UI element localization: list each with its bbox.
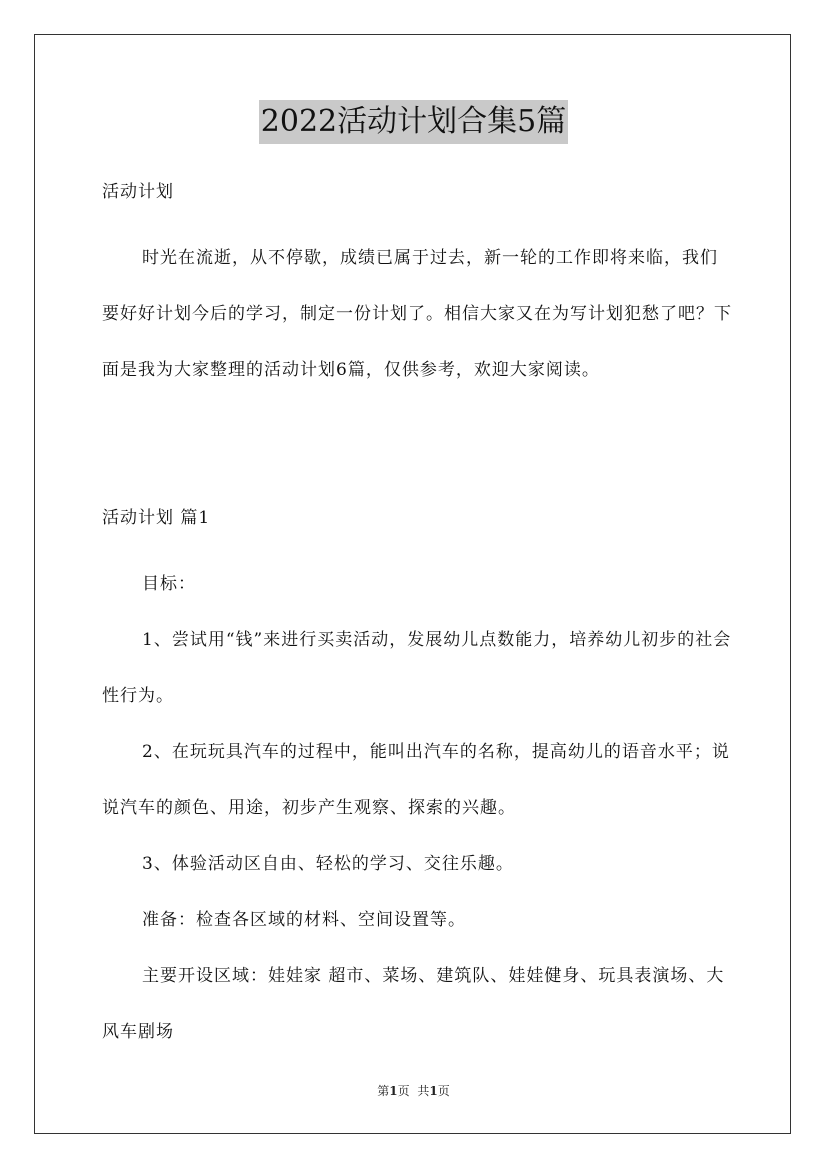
section-1-paragraph: 2、在玩玩具汽车的过程中，能叫出汽车的名称，提高幼儿的语音水平；说说汽车的颜色、用途，初步产生观察、探索的兴趣。 (102, 742, 730, 818)
intro-section (102, 180, 732, 398)
section-1-paragraph: 准备：检查各区域的材料、空间设置等。 (142, 910, 466, 930)
intro-paragraph: 时光在流逝，从不停歇，成绩已属于过去，新一轮的工作即将来临，我们要好好计划今后的学习，制定一份计划了。相信大家又在为写计划犯愁了吧？下面是我为大家整理的活动计划6篇，仅供参考，欢迎大家阅读。 (102, 248, 732, 380)
page-label-prefix: 第 (377, 1084, 390, 1098)
section-1-paragraph: 3、体验活动区自由、轻松的学习、交往乐趣。 (142, 854, 514, 874)
section-1-paragraph: 1、尝试用“钱”来进行买卖活动，发展幼儿点数能力，培养幼儿初步的社会性行为。 (102, 630, 732, 706)
section-1-paragraph: 主要开设区域：娃娃家 超市、菜场、建筑队、娃娃健身、玩具表演场、大风车剧场 (102, 966, 725, 1042)
title-wrapper (0, 100, 827, 144)
section-1-heading: 活动计划 篇1 (102, 508, 211, 528)
total-pages: 1 (429, 1084, 438, 1098)
total-label-suffix: 页 (437, 1084, 450, 1098)
section-1-paragraph: 目标： (142, 574, 196, 594)
page-number: 1 (389, 1084, 398, 1098)
page-label-suffix: 页 (397, 1084, 410, 1098)
page-footer (0, 1082, 827, 1099)
total-label-prefix: 共 (417, 1084, 430, 1098)
section-1 (102, 506, 732, 1060)
document-title: 2022活动计划合集5篇 (259, 100, 568, 144)
intro-heading: 活动计划 (102, 182, 174, 202)
